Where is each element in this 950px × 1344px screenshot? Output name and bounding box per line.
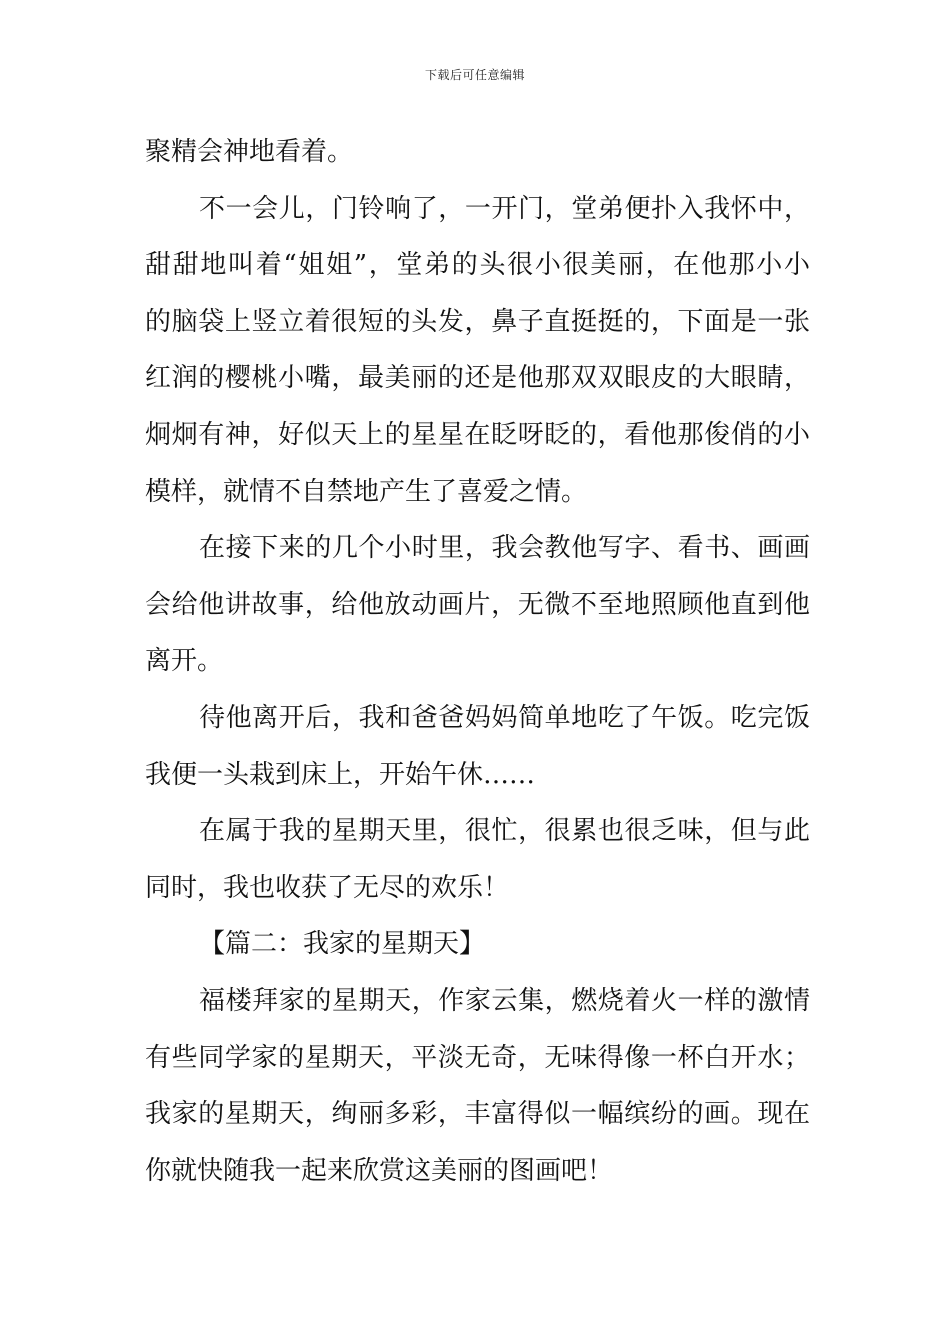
text-line: 有些同学家的星期天，平淡无奇，无味得像一杯白开水； [145, 1042, 810, 1073]
text-line: 模样，就情不自禁地产生了喜爱之情。 [145, 476, 588, 507]
text-line: 甜甜地叫着“姐姐”，堂弟的头很小很美丽，在他那小小 [145, 250, 810, 281]
text-line: 我便一头栽到床上，开始午休…… [145, 759, 536, 790]
page-header: 下载后可任意编辑 [424, 68, 525, 82]
text-line: 炯炯有神，好似天上的星星在眨呀眨的，看他那俊俏的小 [145, 419, 810, 450]
text-line: 在属于我的星期天里，很忙，很累也很乏味，但与此 [199, 816, 810, 847]
text-line: 的脑袋上竖立着很短的头发，鼻子直挺挺的，下面是一张 [145, 306, 810, 337]
text-line: 福楼拜家的星期天，作家云集，燃烧着火一样的激情 [199, 985, 810, 1016]
text-line: 会给他讲故事，给他放动画片，无微不至地照顾他直到他 [145, 589, 810, 620]
text-line: 同时，我也收获了无尽的欢乐！ [145, 872, 510, 903]
section-heading: 【篇二：我家的星期天】 [199, 929, 486, 960]
text-line: 你就快随我一起来欣赏这美丽的图画吧！ [145, 1155, 614, 1186]
text-line: 待他离开后，我和爸爸妈妈简单地吃了午饭。吃完饭 [199, 702, 810, 733]
text-line: 离开。 [145, 646, 224, 677]
text-line: 红润的樱桃小嘴，最美丽的还是他那双双眼皮的大眼睛， [145, 363, 810, 394]
text-line: 在接下来的几个小时里，我会教他写字、看书、画画 [199, 533, 810, 564]
text-line: 聚精会神地看着。 [145, 137, 354, 167]
document-body [145, 124, 810, 1199]
text-line: 我家的星期天，绚丽多彩，丰富得似一幅缤纷的画。现在 [145, 1099, 810, 1130]
text-line: 不一会儿，门铃响了，一开门，堂弟便扑入我怀中， [199, 193, 810, 224]
